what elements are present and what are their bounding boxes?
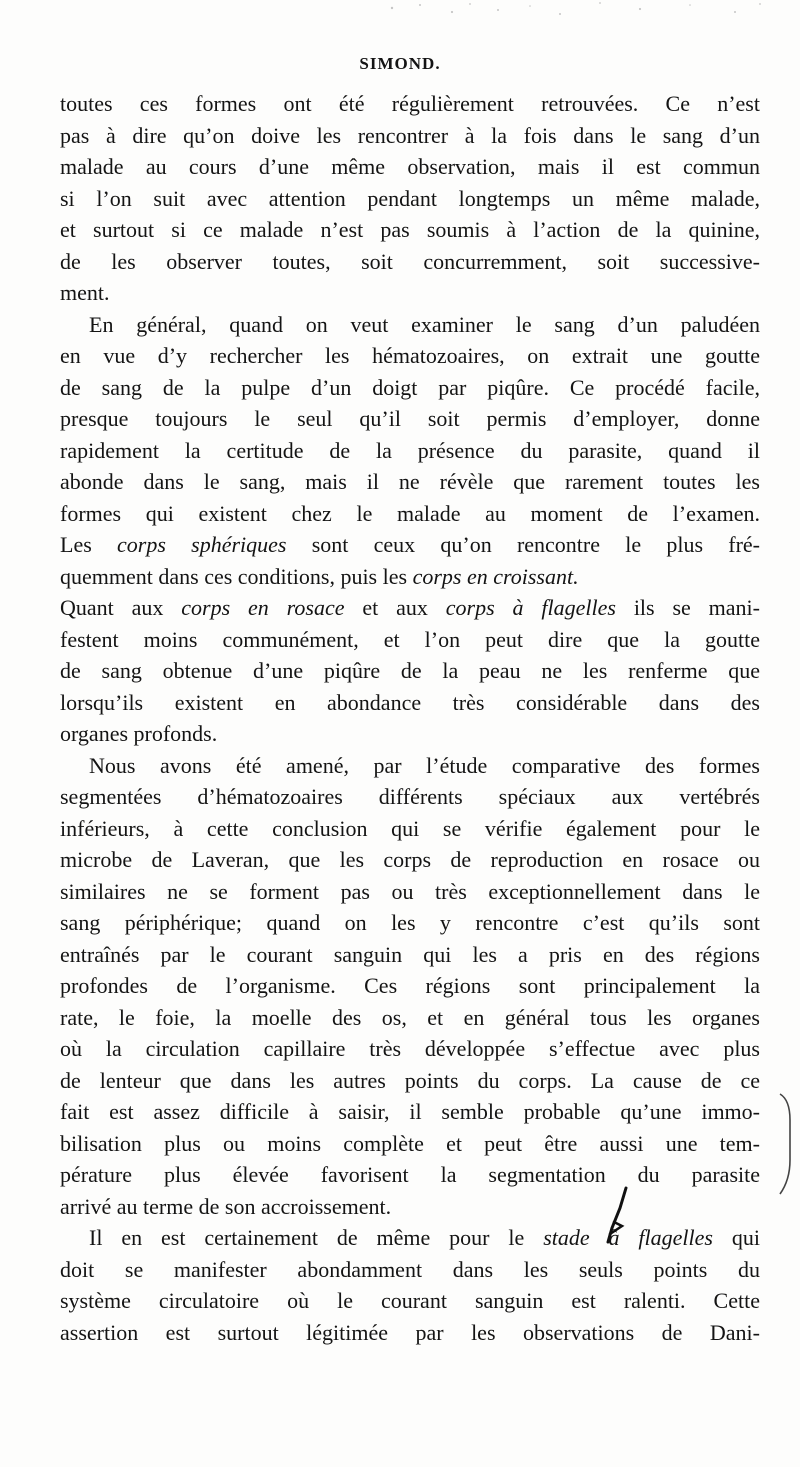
text-line: de sang obtenue d’une piqûre de la peau ne les renferme que [60, 658, 760, 683]
text-line: rapidement la certitude de la présence du parasite, quand il [60, 437, 760, 463]
text-line: similaires ne se forment pas ou très exceptionnellement dans le [60, 878, 760, 904]
text-line: et surtout si ce malade n’est pas soumis à l’action de la quinine, [60, 217, 760, 242]
text-line: si l’on suit avec attention pendant longtemps un même malade, [60, 185, 760, 211]
text-line: où la circulation capillaire très développée s’effectue avec plus [60, 1036, 760, 1061]
italic-term: corps en croissant. [412, 563, 579, 589]
text-line: formes qui existent chez le malade au moment de l’examen. [60, 500, 760, 526]
italic-term: corps en rosace [181, 595, 345, 620]
text-line: lorsqu’ils existent en abondance très considérable dans des [60, 689, 760, 715]
text-line: malade au cours d’une même observation, mais il est commun [60, 154, 760, 179]
text-fragment: quemment dans ces conditions, puis les [60, 563, 413, 589]
text-line: arrivé au terme de son accroissement. [60, 1193, 392, 1219]
running-head: SIMOND. [359, 54, 441, 73]
text-line: profondes de l’organisme. Ces régions sont principalement la [60, 973, 760, 998]
text-fragment: ils se mani- [615, 595, 760, 620]
text-line [60, 561, 760, 593]
text-line: fait est assez difficile à saisir, il semble probable qu’une immo- [60, 1099, 760, 1124]
text-line: ment. [60, 280, 110, 305]
text-line: sang périphérique; quand on les y rencontre c’est qu’ils sont [60, 910, 760, 935]
text-line [60, 592, 760, 624]
text-line: En général, quand on veut examiner le sang d’un paludéen [89, 311, 760, 337]
body-text [60, 88, 760, 1348]
text-line: doit se manifester abondamment dans les seuls points du [60, 1256, 760, 1282]
scan-noise-top [0, 0, 800, 30]
italic-term: corps sphériques [117, 532, 287, 557]
text-line [60, 1222, 760, 1254]
text-fragment: Quant aux [60, 595, 182, 620]
text-line: de les observer toutes, soit concurremment, soit successive- [60, 248, 760, 274]
text-line: abonde dans le sang, mais il ne révèle que rarement toutes les [60, 469, 760, 494]
text-line: bilisation plus ou moins complète et peut être aussi une tem- [60, 1130, 760, 1156]
text-line: de sang de la pulpe d’un doigt par piqûre. Ce procédé facile, [60, 374, 760, 400]
text-line: système circulatoire où le courant sanguin est ralenti. Cette [60, 1288, 760, 1313]
text-line: pérature plus élevée favorisent la segmentation du parasite [60, 1162, 760, 1187]
text-line: de lenteur que dans les autres points du corps. La cause de ce [60, 1067, 760, 1093]
text-line: rate, le foie, la moelle des os, et en général tous les organes [60, 1004, 760, 1030]
text-line: festent moins communément, et l’on peut dire que la goutte [60, 626, 760, 652]
italic-term: stade à flagelles [543, 1225, 713, 1250]
text-line: presque toujours le seul qu’il soit permis d’employer, donne [60, 406, 760, 431]
text-line: Nous avons été amené, par l’étude comparative des formes [89, 752, 760, 778]
handwritten-correction-mark [600, 1186, 634, 1246]
text-line: organes profonds. [60, 721, 218, 746]
margin-bracket-mark [776, 1090, 796, 1200]
text-line [60, 529, 760, 561]
text-fragment: et aux [344, 595, 446, 620]
text-line: toutes ces formes ont été régulièrement retrouvées. Ce n’est [60, 91, 760, 116]
text-line: pas à dire qu’on doive les rencontrer à la fois dans le sang d’un [60, 122, 760, 148]
text-line: en vue d’y rechercher les hématozoaires, on extrait une goutte [60, 343, 760, 368]
text-fragment: qui [712, 1225, 760, 1250]
text-fragment: sont ceux qu’on rencontre le plus fré- [286, 532, 761, 557]
text-line: entraînés par le courant sanguin qui les a pris en des régions [60, 941, 760, 967]
italic-term: corps à flagelles [445, 595, 616, 620]
text-fragment: Il en est certainement de même pour le [89, 1225, 544, 1250]
text-line: assertion est surtout légitimée par les observations de Dani- [60, 1319, 760, 1345]
text-fragment: Les [60, 532, 118, 557]
text-line: segmentées d’hématozoaires différents spéciaux aux vertébrés [60, 784, 760, 809]
text-line: inférieurs, à cette conclusion qui se vérifie également pour le [60, 815, 760, 841]
text-line: microbe de Laveran, que les corps de reproduction en rosace ou [60, 847, 760, 872]
